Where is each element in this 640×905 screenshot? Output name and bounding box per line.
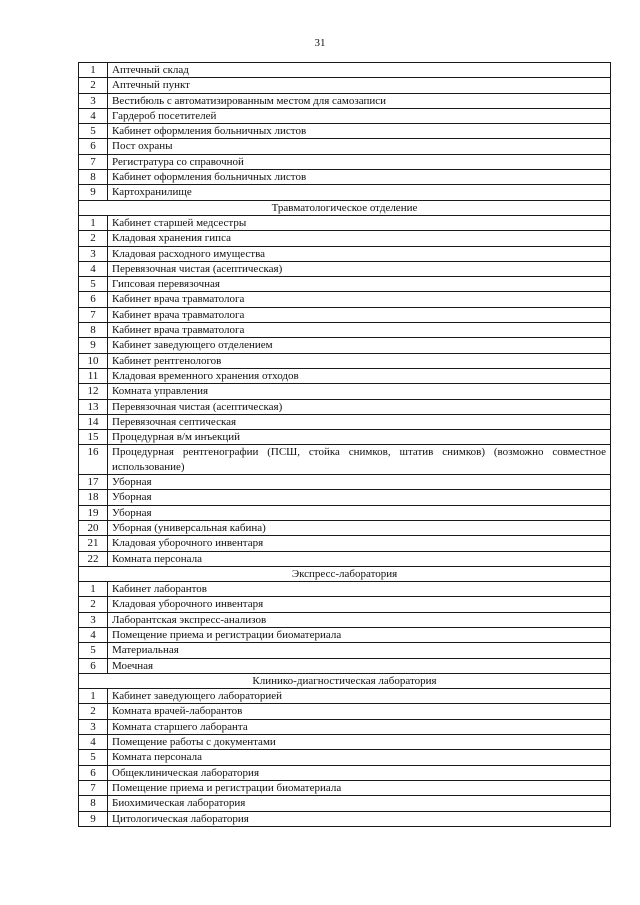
row-number: 5 (79, 750, 108, 765)
row-number: 15 (79, 430, 108, 445)
row-number: 9 (79, 185, 108, 200)
row-number: 3 (79, 246, 108, 261)
room-name: Уборная (108, 505, 611, 520)
row-number: 7 (79, 307, 108, 322)
table-row (79, 582, 611, 597)
table-row (79, 750, 611, 765)
table-row (79, 399, 611, 414)
row-number: 9 (79, 811, 108, 826)
room-name: Гардероб посетителей (108, 108, 611, 123)
room-name: Уборная (108, 475, 611, 490)
table-row (79, 93, 611, 108)
row-number: 22 (79, 551, 108, 566)
row-number: 3 (79, 93, 108, 108)
table-row (79, 704, 611, 719)
room-name: Кабинет врача травматолога (108, 323, 611, 338)
table-row (79, 185, 611, 200)
row-number: 5 (79, 124, 108, 139)
table-row (79, 719, 611, 734)
section-title: Экспресс-лаборатория (79, 566, 611, 581)
room-name: Гипсовая перевязочная (108, 277, 611, 292)
row-number: 18 (79, 490, 108, 505)
room-name: Перевязочная септическая (108, 414, 611, 429)
row-number: 10 (79, 353, 108, 368)
row-number: 9 (79, 338, 108, 353)
row-number: 7 (79, 780, 108, 795)
row-number: 5 (79, 643, 108, 658)
room-name: Комната врачей-лаборантов (108, 704, 611, 719)
row-number: 2 (79, 597, 108, 612)
row-number: 20 (79, 520, 108, 535)
table-row (79, 108, 611, 123)
row-number: 2 (79, 704, 108, 719)
row-number: 7 (79, 154, 108, 169)
table-row (79, 323, 611, 338)
room-name: Кабинет врача травматолога (108, 307, 611, 322)
row-number: 1 (79, 63, 108, 78)
room-name: Регистратура со справочной (108, 154, 611, 169)
section-title: Клинико-диагностическая лаборатория (79, 673, 611, 688)
row-number: 12 (79, 384, 108, 399)
room-name: Общеклиническая лаборатория (108, 765, 611, 780)
room-name: Кладовая хранения гипса (108, 231, 611, 246)
table-row (79, 689, 611, 704)
room-name: Вестибюль с автоматизированным местом для самозаписи (108, 93, 611, 108)
rooms-table (78, 62, 611, 827)
room-name: Кабинет лаборантов (108, 582, 611, 597)
table-row (79, 277, 611, 292)
table-row (79, 170, 611, 185)
room-name: Кладовая уборочного инвентаря (108, 536, 611, 551)
row-number: 4 (79, 108, 108, 123)
table-row (79, 796, 611, 811)
room-name: Аптечный склад (108, 63, 611, 78)
room-name: Процедурная в/м инъекций (108, 430, 611, 445)
table-row (79, 139, 611, 154)
table-row (79, 246, 611, 261)
row-number: 6 (79, 139, 108, 154)
row-number: 4 (79, 261, 108, 276)
row-number: 14 (79, 414, 108, 429)
row-number: 6 (79, 292, 108, 307)
row-number: 3 (79, 612, 108, 627)
table-row (79, 231, 611, 246)
table-row (79, 338, 611, 353)
room-name: Кладовая расходного имущества (108, 246, 611, 261)
row-number: 8 (79, 170, 108, 185)
room-name: Комната управления (108, 384, 611, 399)
row-number: 16 (79, 445, 108, 475)
row-number: 11 (79, 368, 108, 383)
room-name: Картохранилище (108, 185, 611, 200)
table-row (79, 63, 611, 78)
room-name: Кабинет врача травматолога (108, 292, 611, 307)
table-row (79, 445, 611, 475)
table-row (79, 735, 611, 750)
room-name: Помещение приема и регистрации биоматериала (108, 780, 611, 795)
row-number: 13 (79, 399, 108, 414)
room-name: Перевязочная чистая (асептическая) (108, 261, 611, 276)
row-number: 2 (79, 78, 108, 93)
table-row (79, 551, 611, 566)
row-number: 5 (79, 277, 108, 292)
table-row (79, 612, 611, 627)
table-row (79, 780, 611, 795)
table-row (79, 215, 611, 230)
table-row (79, 597, 611, 612)
row-number: 1 (79, 582, 108, 597)
room-name: Цитологическая лаборатория (108, 811, 611, 826)
room-name: Кабинет заведующего лабораторией (108, 689, 611, 704)
table-row (79, 78, 611, 93)
room-name: Кабинет оформления больничных листов (108, 124, 611, 139)
room-name: Кабинет рентгенологов (108, 353, 611, 368)
table-row (79, 261, 611, 276)
room-name: Лаборантская экспресс-анализов (108, 612, 611, 627)
table-row (79, 490, 611, 505)
room-name: Помещение работы с документами (108, 735, 611, 750)
section-title: Травматологическое отделение (79, 200, 611, 215)
row-number: 3 (79, 719, 108, 734)
room-name: Комната старшего лаборанта (108, 719, 611, 734)
table-row (79, 368, 611, 383)
table-row (79, 811, 611, 826)
room-name: Аптечный пункт (108, 78, 611, 93)
room-name: Биохимическая лаборатория (108, 796, 611, 811)
section-header-row (79, 200, 611, 215)
room-name: Комната персонала (108, 750, 611, 765)
table-row (79, 536, 611, 551)
table-row (79, 353, 611, 368)
table-row (79, 765, 611, 780)
table-row (79, 520, 611, 535)
row-number: 1 (79, 215, 108, 230)
table-row (79, 154, 611, 169)
room-name: Кладовая временного хранения отходов (108, 368, 611, 383)
row-number: 19 (79, 505, 108, 520)
room-name: Материальная (108, 643, 611, 658)
row-number: 8 (79, 323, 108, 338)
table-row (79, 307, 611, 322)
table-row (79, 658, 611, 673)
row-number: 6 (79, 658, 108, 673)
table-row (79, 643, 611, 658)
room-name: Процедурная рентгенографии (ПСШ, стойка снимков, штатив снимков) (возможно совместное использование) (108, 445, 611, 475)
table-row (79, 627, 611, 642)
section-header-row (79, 673, 611, 688)
room-name: Перевязочная чистая (асептическая) (108, 399, 611, 414)
row-number: 21 (79, 536, 108, 551)
page-number: 31 (314, 37, 326, 49)
room-name: Пост охраны (108, 139, 611, 154)
row-number: 8 (79, 796, 108, 811)
row-number: 4 (79, 735, 108, 750)
table-row (79, 124, 611, 139)
row-number: 6 (79, 765, 108, 780)
room-name: Уборная (108, 490, 611, 505)
row-number: 2 (79, 231, 108, 246)
room-name: Помещение приема и регистрации биоматериала (108, 627, 611, 642)
row-number: 4 (79, 627, 108, 642)
table-row (79, 414, 611, 429)
table-row (79, 292, 611, 307)
room-name: Кабинет старшей медсестры (108, 215, 611, 230)
row-number: 1 (79, 689, 108, 704)
table-row (79, 475, 611, 490)
rooms-table-body (79, 63, 611, 827)
row-number: 17 (79, 475, 108, 490)
room-name: Кабинет заведующего отделением (108, 338, 611, 353)
room-name: Моечная (108, 658, 611, 673)
table-row (79, 430, 611, 445)
table-row (79, 384, 611, 399)
section-header-row (79, 566, 611, 581)
room-name: Комната персонала (108, 551, 611, 566)
room-name: Кабинет оформления больничных листов (108, 170, 611, 185)
room-name: Кладовая уборочного инвентаря (108, 597, 611, 612)
room-name: Уборная (универсальная кабина) (108, 520, 611, 535)
table-row (79, 505, 611, 520)
